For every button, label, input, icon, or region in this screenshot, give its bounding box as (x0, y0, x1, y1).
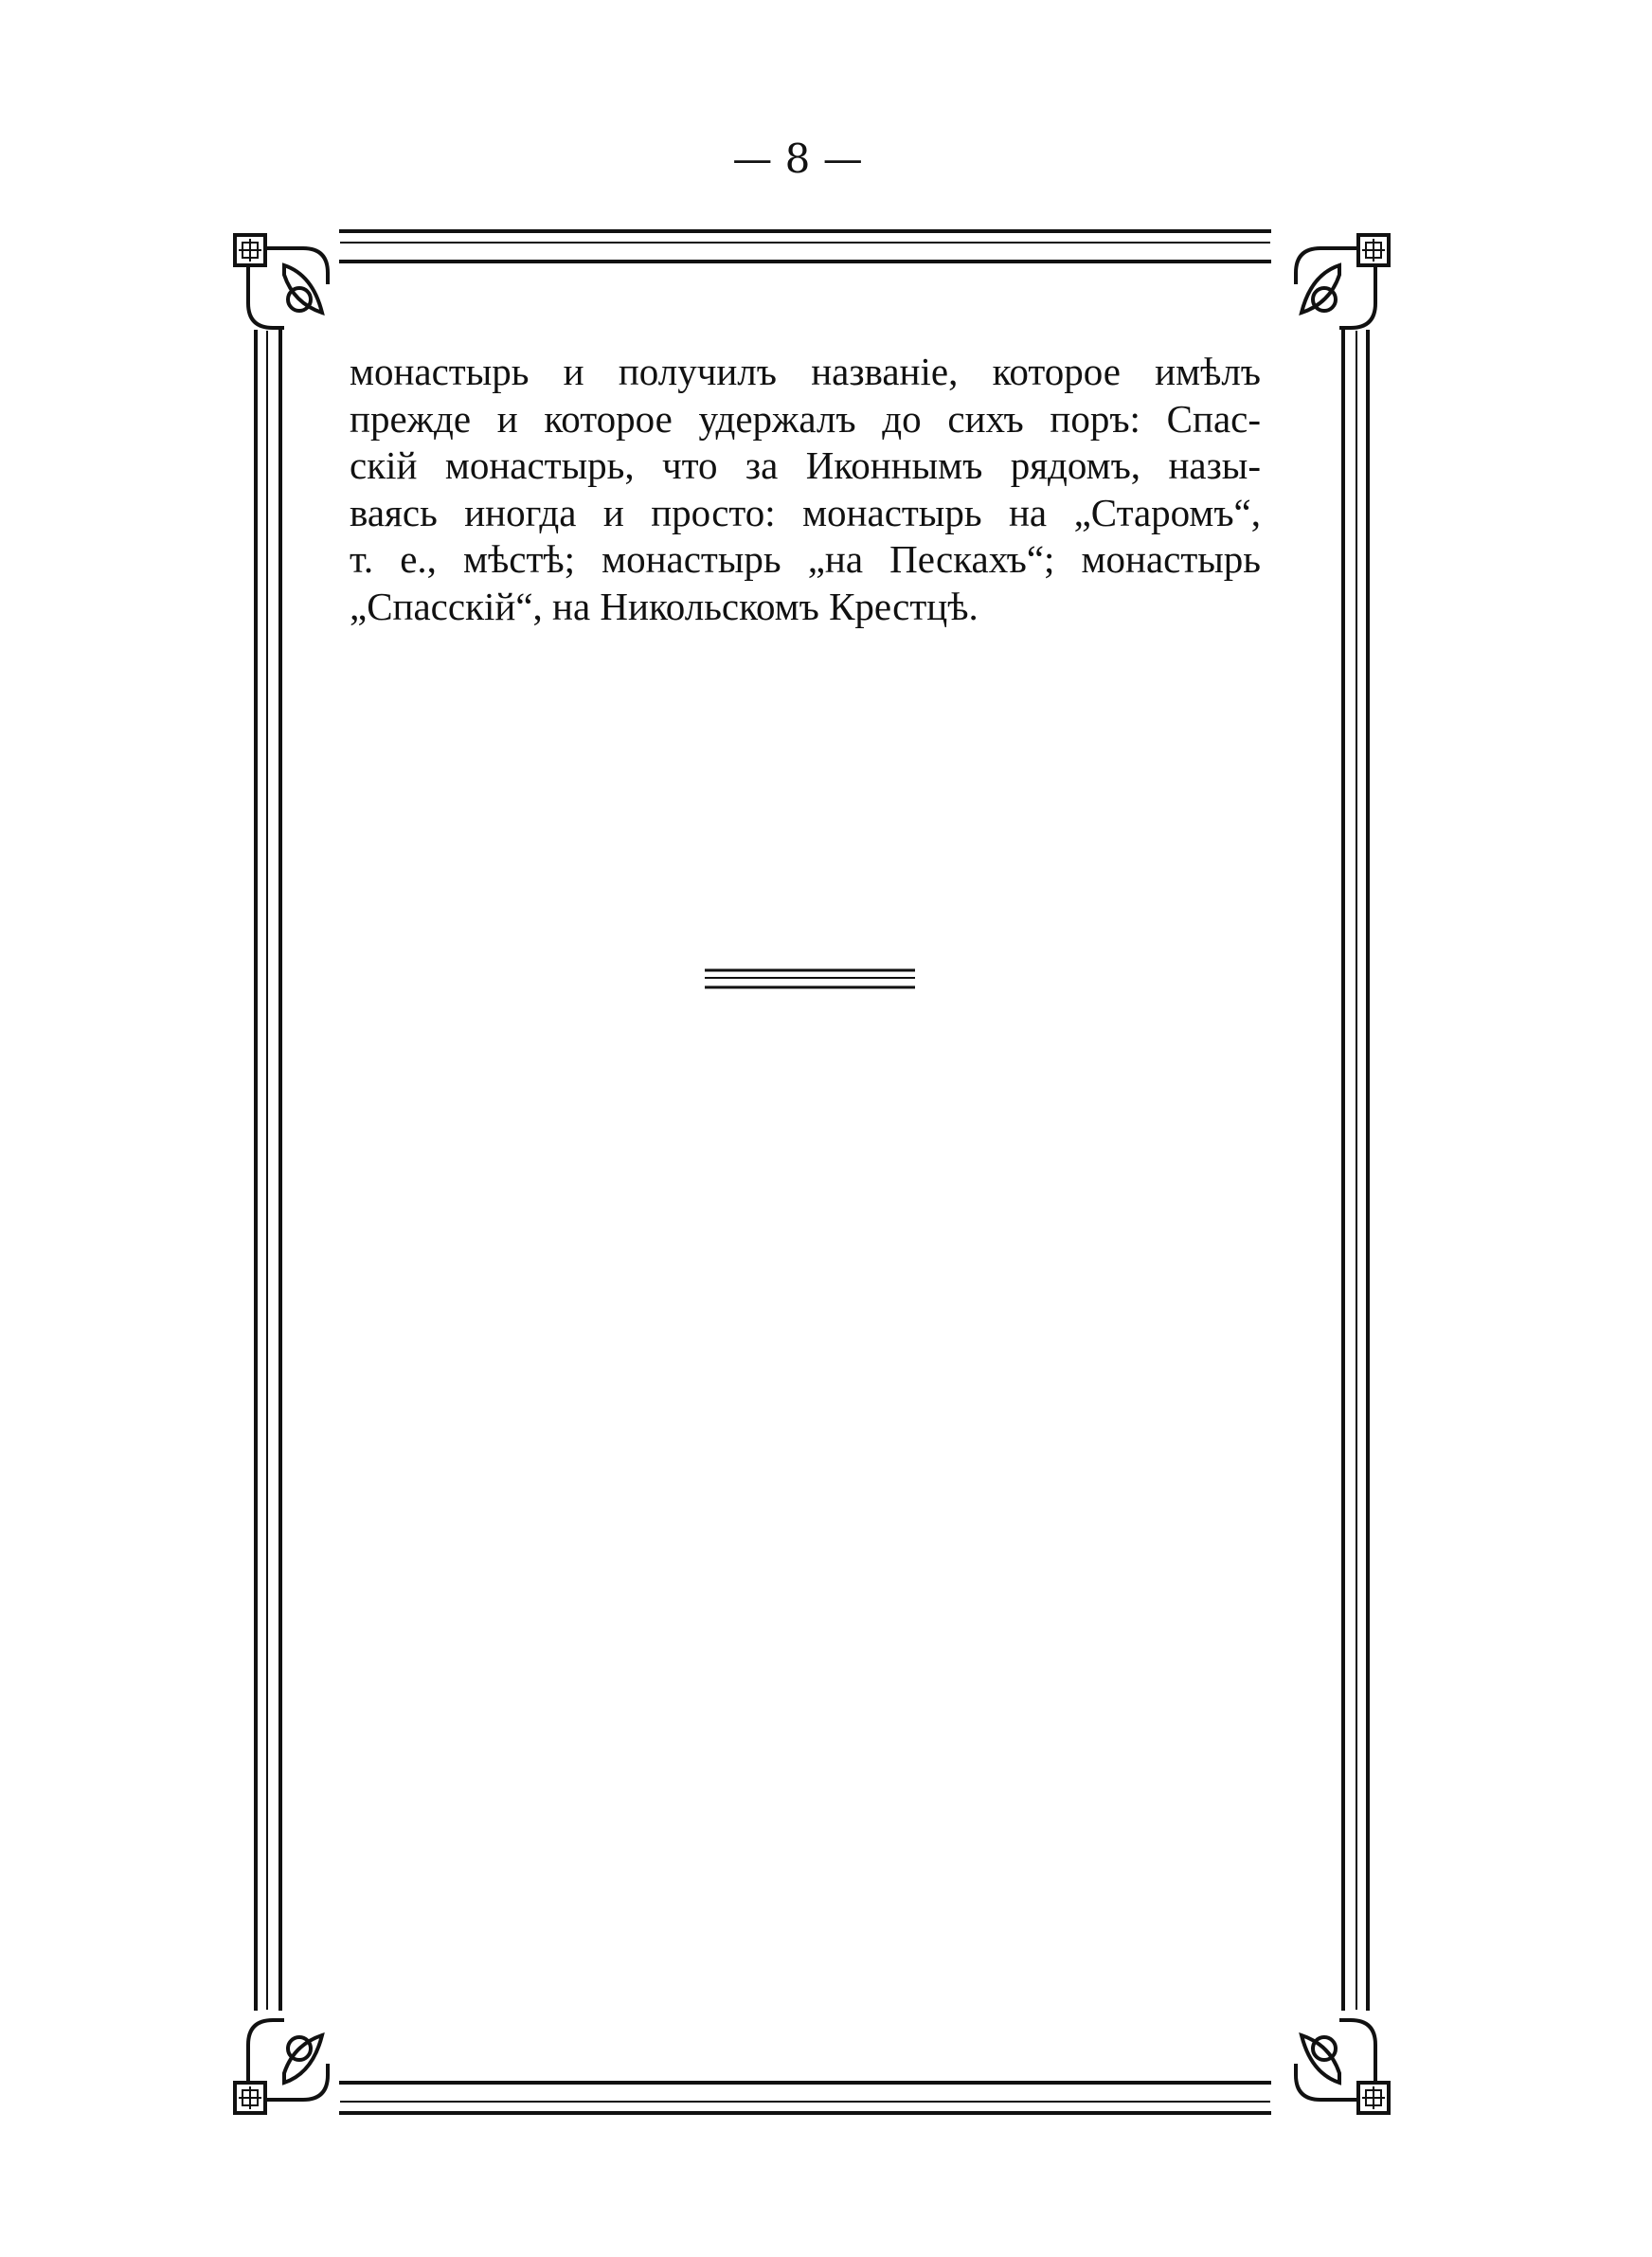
text-line: т. е., мѣстѣ; монастырь „на Пескахъ“; монастырь (350, 537, 1261, 581)
text-line: монастырь и получилъ названіе, которое имѣлъ (350, 350, 1261, 393)
page-number: — 8 — (732, 135, 863, 182)
text-line: ваясь иногда и просто: монастырь на „Старомъ“, (350, 490, 1261, 534)
corner-knot-top-left (235, 235, 328, 328)
text-line: прежде и которое удержалъ до сихъ поръ: Спас- (350, 396, 1261, 441)
corner-knot-top-right (1296, 235, 1389, 328)
text-line: скій монастырь, что за Иконнымъ рядомъ, назы- (350, 443, 1261, 487)
text-line: „Спасскій“, на Никольскомъ Крестцѣ. (350, 584, 979, 628)
corner-knot-bottom-left (235, 2020, 328, 2113)
corner-knot-bottom-right (1296, 2020, 1389, 2113)
body-paragraph (350, 349, 1261, 630)
section-separator-rule (705, 966, 915, 993)
